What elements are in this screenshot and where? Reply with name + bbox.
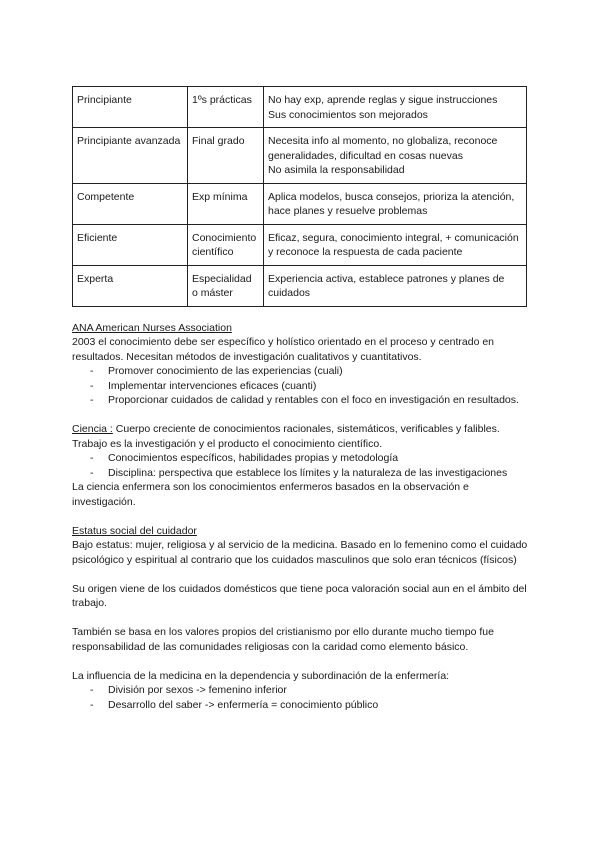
table-row — [73, 224, 527, 265]
desc-cell: Necesita info al momento, no globaliza, reconoce generalidades, dificultad en cosas nuevas No asimila la responsabilidad — [264, 128, 527, 184]
list-item: - Implementar intervenciones eficaces (cuanti) — [90, 379, 317, 392]
desc-cell: Experiencia activa, establece patrones y planes de cuidados — [264, 265, 527, 306]
ciencia-list — [72, 451, 528, 480]
stages-table — [72, 86, 527, 307]
ciencia-text: Ciencia : Cuerpo creciente de conocimientos racionales, sistemáticos, verificables y falibles. Trabajo es la investigación y el producto el conocimiento científico. — [72, 423, 500, 450]
level-cell: Competente — [73, 183, 188, 224]
desc-cell: Eficaz, segura, conocimiento integral, + comunicación y reconoce la respuesta de cada paciente — [264, 224, 527, 265]
estatus-p3: También se basa en los valores propios del cristianismo por ello durante mucho tiempo fue responsabilidad de las comunidades religiosas con la caridad como elemento básico. — [72, 626, 494, 653]
list-item: - Proporcionar cuidados de calidad y rentables con el foco en investigación en resultados. — [90, 394, 519, 406]
estatus-p4: La influencia de la medicina en la dependencia y subordinación de la enfermería: — [72, 669, 450, 682]
estatus-heading: Estatus social del cuidador — [72, 524, 197, 537]
table-row — [73, 265, 527, 306]
level-cell: Experta — [73, 265, 188, 306]
level-cell: Principiante avanzada — [73, 128, 188, 184]
estatus-p2: Su origen viene de los cuidados domésticos que tiene poca valoración social aun en el ámbito del trabajo. — [72, 582, 527, 609]
table-row — [73, 183, 527, 224]
stage-cell: Exp mínima — [188, 183, 264, 224]
stage-cell: Especialidad o máster — [188, 265, 264, 306]
list-item: - Conocimientos específicos, habilidades propias y metodología — [90, 452, 399, 464]
desc-cell: No hay exp, aprende reglas y sigue instrucciones Sus conocimientos son mejorados — [264, 87, 527, 128]
table-row — [73, 87, 527, 128]
level-cell: Principiante — [73, 87, 188, 128]
list-item: - Promover conocimiento de las experiencias (cuali) — [90, 365, 343, 377]
desc-cell: Aplica modelos, busca consejos, prioriza la atención, hace planes y resuelve problemas — [264, 183, 527, 224]
estatus-p1: Bajo estatus: mujer, religiosa y al servicio de la medicina. Basado en lo femenino como el cuidado psicológico y espiritual al contrario que los cuidados masculinos que solo eran técnicos (físicos) — [72, 539, 528, 566]
ana-heading: ANA American Nurses Association — [72, 321, 232, 334]
stage-cell: 1ºs prácticas — [188, 87, 264, 128]
ana-list — [72, 364, 528, 408]
level-cell: Eficiente — [73, 224, 188, 265]
document-page — [72, 86, 528, 712]
stage-cell: Conocimiento científico — [188, 224, 264, 265]
ciencia-label: Ciencia : — [72, 423, 113, 435]
ana-text: 2003 el conocimiento debe ser específico y holístico orientado en el proceso y centrado en resultados. Necesitan métodos de investigación cualitativos y cuantitativos. — [72, 336, 495, 363]
list-item: - Desarrollo del saber -> enfermería = conocimiento público — [90, 698, 379, 711]
ciencia-closing: La ciencia enfermera son los conocimientos enfermeros basados en la observación e investigación. — [72, 481, 469, 508]
list-item: - División por sexos -> femenino inferior — [90, 684, 287, 696]
table-row — [73, 128, 527, 184]
estatus-list — [72, 683, 528, 712]
stage-cell: Final grado — [188, 128, 264, 184]
list-item: - Disciplina: perspectiva que establece los límites y la naturaleza de las investigaciones — [90, 466, 508, 479]
